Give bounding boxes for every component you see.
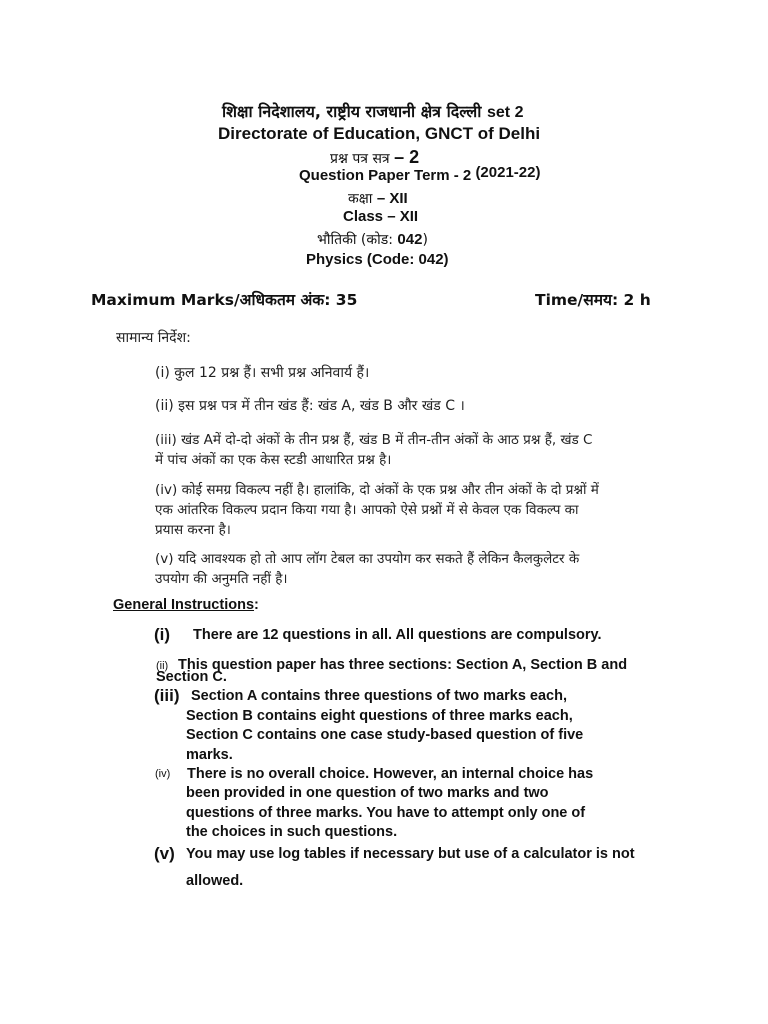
- academic-year: (2021-22): [475, 164, 541, 181]
- hindi-instruction-5: [155, 549, 579, 589]
- instruction-3-line-2: Section B contains eight questions of three marks each,: [186, 708, 573, 724]
- instruction-2-line-2: Section C.: [156, 669, 227, 685]
- instruction-2-line-1: This question paper has three sections: Section A, Section B and: [178, 657, 628, 673]
- subject-hindi-text: भौतिकी (कोड:: [317, 232, 393, 248]
- class-hindi-text: कक्षा: [348, 191, 373, 207]
- hindi-instruction-1-text: कुल 12 प्रश्न हैं। सभी प्रश्न अनिवार्य हैं।: [174, 365, 370, 381]
- subject-hindi-code: 042: [397, 231, 423, 248]
- hindi-instruction-4-line-1: कोई समग्र विकल्प नहीं है। हालांकि, दो अंकों के एक प्रश्न और तीन अंकों के दो प्रश्नों में: [181, 482, 599, 498]
- directorate-english-title: Directorate of Education, GNCT of Delhi: [218, 124, 541, 143]
- class-hindi: [348, 189, 408, 208]
- instruction-4-line-4: the choices in such questions.: [186, 824, 398, 840]
- paper-term-hindi-number: – 2: [394, 147, 420, 167]
- subject-english: Physics (Code: 042): [306, 251, 449, 268]
- hindi-instructions-heading: सामान्य निर्देश:: [116, 330, 191, 346]
- instruction-1-number: (i): [154, 625, 171, 644]
- instruction-2-number: (ii): [156, 660, 169, 672]
- hindi-instruction-2-number: (ii): [155, 398, 174, 414]
- general-instructions-heading-text: General Instructions: [113, 597, 255, 613]
- instruction-5-line-2: allowed.: [186, 873, 244, 889]
- set-label: set 2: [487, 104, 524, 121]
- hindi-instruction-3-line-1: खंड Aमें दो-दो अंकों के तीन प्रश्न हैं, खंड B में तीन-तीन अंकों के आठ प्रश्न हैं, खंड C: [181, 432, 593, 448]
- general-instructions-colon: :: [254, 597, 259, 613]
- hindi-instruction-3-number: (iii): [155, 432, 177, 448]
- subject-hindi-close: ): [422, 232, 428, 248]
- instruction-3-line-4: marks.: [186, 747, 233, 763]
- paper-term-hindi: [330, 147, 419, 168]
- instruction-4-line-1: There is no overall choice. However, an internal choice has: [187, 766, 594, 782]
- directorate-hindi-title: शिक्षा निदेशालय, राष्ट्रीय राजधानी क्षेत्र दिल्ली: [222, 102, 482, 121]
- question-paper-term: [299, 164, 541, 184]
- class-hindi-number: – XII: [376, 190, 408, 207]
- question-paper-term-text: Question Paper Term - 2: [299, 167, 472, 184]
- hindi-instruction-3: [155, 430, 592, 470]
- instruction-4-number: (iv): [155, 768, 171, 780]
- paper-term-hindi-text: प्रश्न पत्र सत्र: [330, 151, 390, 167]
- instruction-5-number: (v): [154, 844, 175, 863]
- hindi-instruction-3-line-2: में पांच अंकों का एक केस स्टडी आधारित प्रश्न है।: [155, 452, 392, 468]
- hindi-instruction-4-number: (iv): [155, 482, 178, 498]
- subject-hindi: [317, 230, 428, 249]
- instruction-3-line-1: Section A contains three questions of two marks each,: [191, 688, 568, 704]
- hindi-instruction-2: [155, 396, 465, 416]
- class-english: Class – XII: [343, 208, 419, 225]
- instruction-5-line-1: You may use log tables if necessary but use of a calculator is not: [186, 846, 635, 862]
- hindi-instruction-1: [155, 363, 369, 383]
- hindi-instruction-5-line-2: उपयोग की अनुमति नहीं है।: [155, 571, 288, 587]
- general-instructions-heading: [113, 597, 259, 613]
- time-allowed: Time/समय: 2 h: [535, 291, 651, 309]
- hindi-instruction-4-line-3: प्रयास करना है।: [155, 522, 231, 538]
- instruction-3-number: (iii): [154, 686, 180, 705]
- instruction-4-line-3: questions of three marks. You have to attempt only one of: [186, 805, 586, 821]
- instruction-1-text: There are 12 questions in all. All questions are compulsory.: [193, 627, 602, 643]
- header-line-1: [222, 100, 523, 122]
- maximum-marks: Maximum Marks/अधिकतम अंक: 35: [91, 291, 358, 309]
- hindi-instruction-5-line-1: यदि आवश्यक हो तो आप लॉग टेबल का उपयोग कर सकते हैं लेकिन कैलकुलेटर के: [177, 551, 580, 567]
- hindi-instruction-2-text: इस प्रश्न पत्र में तीन खंड हैं: खंड A, खंड B और खंड C ।: [178, 398, 465, 414]
- instruction-3-line-3: Section C contains one case study-based question of five: [186, 727, 584, 743]
- instruction-4-line-2: been provided in one question of two marks and two: [186, 785, 549, 801]
- hindi-instruction-4: [155, 480, 599, 540]
- hindi-instruction-4-line-2: एक आंतरिक विकल्प प्रदान किया गया है। आपको ऐसे प्रश्नों में से केवल एक विकल्प का: [155, 502, 579, 518]
- hindi-instruction-5-number: (v): [155, 551, 174, 567]
- hindi-instruction-1-number: (i): [155, 365, 170, 381]
